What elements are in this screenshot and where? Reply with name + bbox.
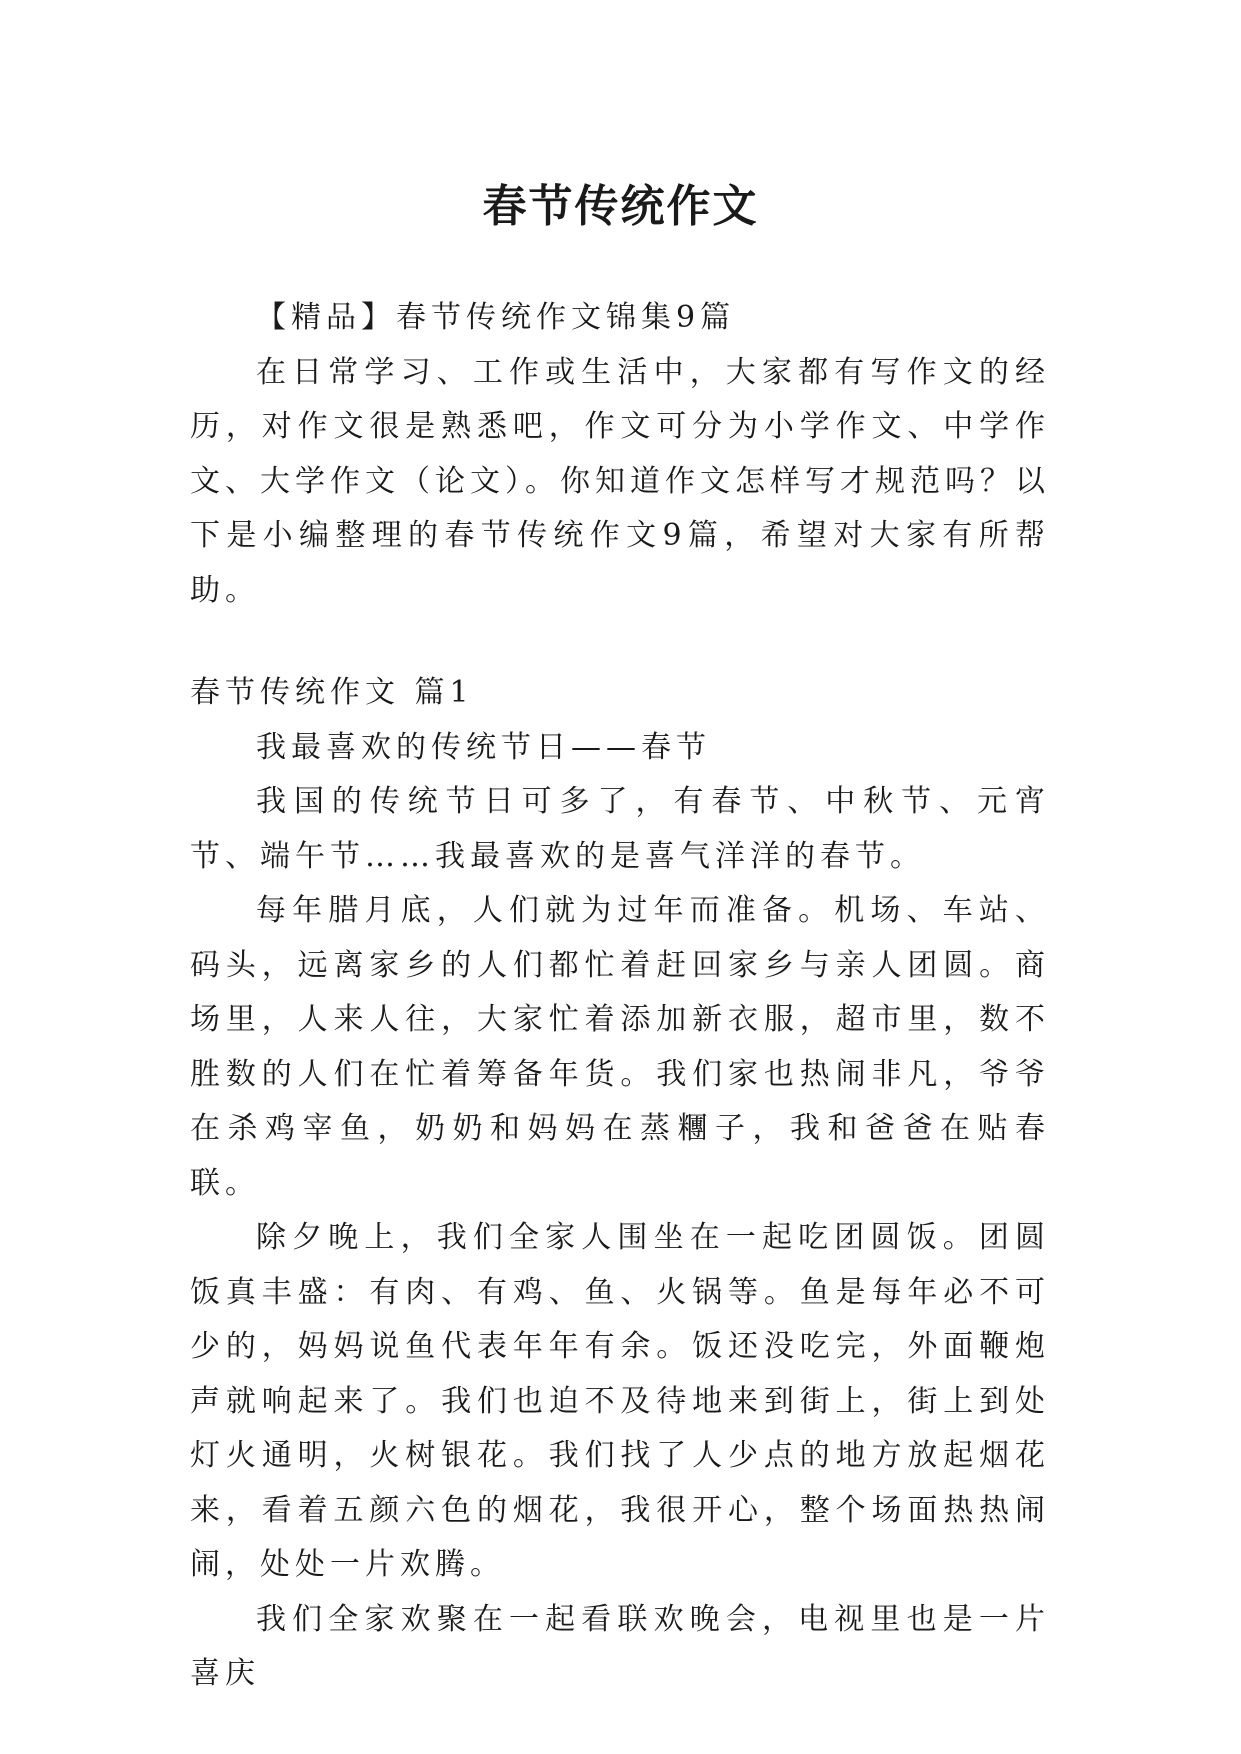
- section-heading: 春节传统作文 篇1: [190, 675, 474, 710]
- intro-paragraph: 在日常学习、工作或生活中，大家都有写作文的经历，对作文很是熟悉吧，作文可分为小学作文、中学作文、大学作文（论文）。你知道作文怎样写才规范吗？以下是小编整理的春节传统作文9篇，希望对大家有所帮助。: [190, 354, 1050, 608]
- essay-paragraph-2: 每年腊月底，人们就为过年而准备。机场、车站、码头，远离家乡的人们都忙着赶回家乡与亲人团圆。商场里，人来人往，大家忙着添加新衣服，超市里，数不胜数的人们在忙着筹备年货。我们家也热闹非凡，爷爷在杀鸡宰鱼，奶奶和妈妈在蒸糰子，我和爸爸在贴春联。: [190, 893, 1050, 1201]
- essay-paragraph-3: 除夕晚上，我们全家人围坐在一起吃团圆饭。团圆饭真丰盛：有肉、有鸡、鱼、火锅等。鱼是每年必不可少的，妈妈说鱼代表年年有余。饭还没吃完，外面鞭炮声就响起来了。我们也迫不及待地来到街上，街上到处灯火通明，火树银花。我们找了人少点的地方放起烟花来，看着五颜六色的烟花，我很开心，整个场面热热闹闹，处处一片欢腾。: [190, 1220, 1050, 1582]
- essay-paragraph-1: 我国的传统节日可多了，有春节、中秋节、元宵节、端午节……我最喜欢的是喜气洋洋的春节。: [190, 784, 1050, 874]
- essay-paragraph-4: 我们全家欢聚在一起看联欢晚会，电视里也是一片喜庆: [190, 1601, 1050, 1691]
- document-title: 春节传统作文: [482, 181, 759, 233]
- essay-title: 我最喜欢的传统节日——春节: [256, 729, 711, 765]
- intro-line: 【精品】春节传统作文锦集9篇: [256, 300, 736, 335]
- document-body: [190, 291, 1050, 1702]
